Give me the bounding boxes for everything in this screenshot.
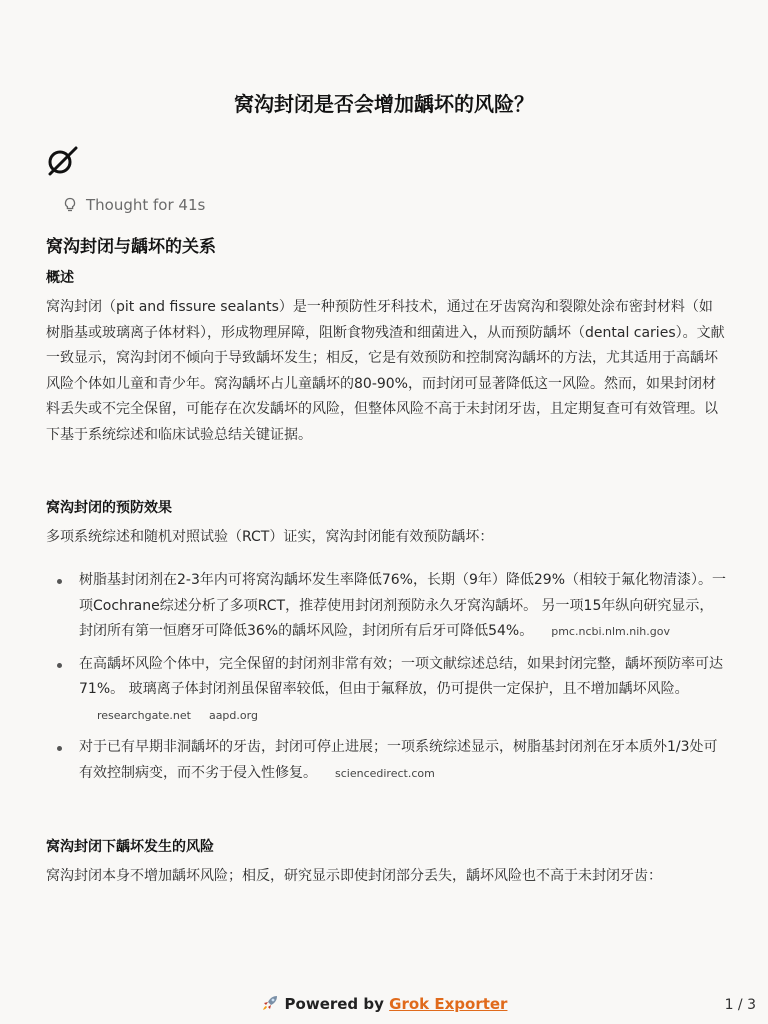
list-item — [46, 652, 726, 729]
risk-heading: 窝沟封闭下龋坏发生的风险 — [46, 839, 214, 855]
bullet-dot — [57, 579, 62, 584]
page-number: 1 / 3 — [724, 997, 756, 1013]
risk-paragraph: 窝沟封闭本身不增加龋坏风险；相反，研究显示即使封闭部分丢失，龋坏风险也不高于未封闭牙齿： — [46, 868, 662, 884]
bullet-dot — [57, 746, 62, 751]
prevention-list — [46, 568, 726, 793]
overview-paragraph: 窝沟封闭（pit and fissure sealants）是一种预防性牙科技术，通过在牙齿窝沟和裂隙处涂布密封材料（如树脂基或玻璃离子体材料），形成物理屏障，阻断食物残渣和细菌进入，从而预防龋坏（dental caries）。文献一致显示，窝沟封闭不倾向于导致龋坏发生；相反，它是有效预防和控制窝沟龋坏的方法，尤其适用于高龋坏风险个体如儿童和青少年。窝沟龋坏占儿童龋坏的80-90%，而封闭可显著降低这一风险。然而，如果封闭材料丢失或不完全保留，可能存在次发龋坏的风险，但整体风险不高于未封闭牙齿，且定期复查可有效管理。以下基于系统综述和临床试验总结关键证据。 — [46, 299, 725, 443]
footer-prefix: Powered by — [284, 995, 384, 1013]
list-item — [46, 735, 726, 786]
source-link[interactable]: sciencedirect.com — [335, 766, 435, 780]
bullet-dot — [57, 663, 62, 668]
prevention-intro: 多项系统综述和随机对照试验（RCT）证实，窝沟封闭能有效预防龋坏： — [46, 529, 494, 545]
list-item-text: 树脂基封闭剂在2-3年内可将窝沟龋坏发生率降低76%，长期（9年）降低29%（相较于氟化物清漆）。一项Cochrane综述分析了多项RCT，推荐使用封闭剂预防永久牙窝沟龋坏。 另一项15年纵向研究显示，封闭所有第一恒磨牙可降低36%的龋坏风险，封闭所有后牙可降低54%。 — [79, 572, 727, 639]
page-title: 窝沟封闭是否会增加龋坏的风险？ — [234, 92, 534, 116]
overview-heading: 概述 — [46, 270, 74, 286]
list-item-text: 在高龋坏风险个体中，完全保留的封闭剂非常有效；一项文献综述总结，如果封闭完整，龋坏预防率可达71%。 玻璃离子体封闭剂虽保留率较低，但由于氟释放，仍可提供一定保护，且不增加龋坏风险。 — [79, 655, 723, 697]
source-link[interactable]: pmc.ncbi.nlm.nih.gov — [551, 625, 670, 638]
section-heading: 窝沟封闭与龋坏的关系 — [46, 237, 216, 257]
list-item — [46, 568, 726, 645]
source-link[interactable]: aapd.org — [208, 708, 258, 722]
thought-indicator[interactable] — [62, 196, 205, 214]
lightbulb-icon — [62, 197, 78, 213]
grok-logo-icon — [46, 145, 78, 177]
prevention-heading: 窝沟封闭的预防效果 — [46, 500, 172, 516]
rocket-icon — [261, 994, 279, 1012]
thought-label: Thought for 41s — [86, 196, 206, 214]
grok-exporter-link[interactable]: Grok Exporter — [389, 995, 508, 1013]
list-item-text: 对于已有早期非洞龋坏的牙齿，封闭可停止进展；一项系统综述显示，树脂基封闭剂在牙本质外1/3处可有效控制病变，而不劣于侵入性修复。 — [79, 739, 718, 781]
footer — [0, 994, 768, 1013]
source-link[interactable]: researchgate.net — [97, 708, 191, 722]
